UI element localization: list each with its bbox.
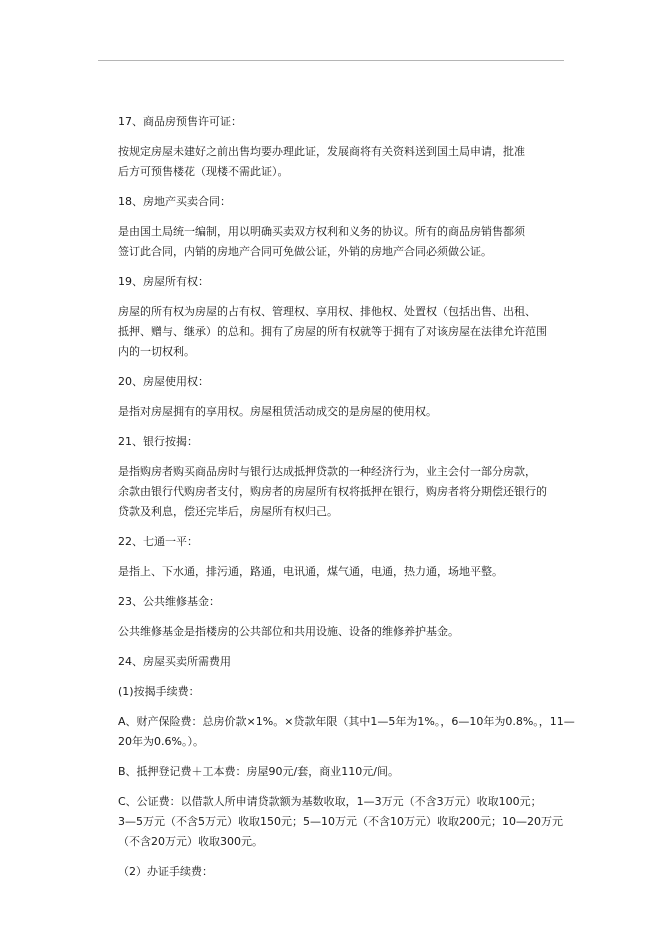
- section-18-text-line-1: 是由国土局统一编制，用以明确买卖双方权利和义务的协议。所有的商品房销售都须: [118, 225, 525, 238]
- section-20-heading: 20、房屋使用权：: [118, 375, 209, 388]
- section-21-text-line-3: 贷款及利息，偿还完毕后，房屋所有权归己。: [118, 505, 338, 518]
- section-19-text-line-1: 房屋的所有权为房屋的占有权、管理权、享用权、排他权、处置权（包括出售、出租、: [118, 305, 536, 318]
- section-17-text-line-2: 后方可预售楼花（现楼不需此证）。: [118, 165, 289, 178]
- section-18-text-line-2: 签订此合同，内销的房地产合同可免做公证，外销的房地产合同必须做公证。: [118, 245, 492, 258]
- notary-fee-line-3: （不含20万元）收取300元。: [118, 835, 263, 848]
- certificate-fee-heading: （2）办证手续费：: [118, 865, 213, 878]
- section-21-heading: 21、银行按揭：: [118, 435, 198, 448]
- notary-fee-line-2: 3—5万元（不含5万元）收取150元；5—10万元（不含10万元）收取200元；10—20万元: [118, 815, 563, 828]
- section-17-heading: 17、商品房预售许可证：: [118, 115, 242, 128]
- mortgage-fee-heading: (1)按揭手续费：: [118, 685, 200, 698]
- section-23-heading: 23、公共维修基金：: [118, 595, 220, 608]
- section-21-text-line-2: 余款由银行代购房者支付，购房者的房屋所有权将抵押在银行，购房者将分期偿还银行的: [118, 485, 547, 498]
- section-18-heading: 18、房地产买卖合同：: [118, 195, 231, 208]
- document-body: [118, 112, 575, 882]
- section-20-text-line-1: 是指对房屋拥有的享用权。房屋租赁活动成交的是房屋的使用权。: [118, 405, 437, 418]
- registration-fee-line-1: B、抵押登记费＋工本费：房屋90元/套，商业110元/间。: [118, 765, 399, 778]
- insurance-fee-line-2: 20年为0.6%。）。: [118, 735, 204, 748]
- section-23-text-line-1: 公共维修基金是指楼房的公共部位和共用设施、设备的维修养护基金。: [118, 625, 459, 638]
- section-22-heading: 22、七通一平：: [118, 535, 198, 548]
- section-17-text-line-1: 按规定房屋未建好之前出售均要办理此证，发展商将有关资料送到国土局申请，批准: [118, 145, 525, 158]
- section-24-heading: 24、房屋买卖所需费用: [118, 655, 231, 668]
- section-19-text-line-2: 抵押、赠与、继承）的总和。拥有了房屋的所有权就等于拥有了对该房屋在法律允许范围: [118, 325, 547, 338]
- header-rule: [98, 60, 564, 61]
- section-19-heading: 19、房屋所有权：: [118, 275, 209, 288]
- section-22-text-line-1: 是指上、下水通，排污通，路通，电讯通，煤气通，电通，热力通，场地平整。: [118, 565, 503, 578]
- section-19-text-line-3: 内的一切权利。: [118, 345, 195, 358]
- section-21-text-line-1: 是指购房者购买商品房时与银行达成抵押贷款的一种经济行为，业主会付一部分房款，: [118, 465, 536, 478]
- insurance-fee-line-1: A、财产保险费：总房价款×1%。×贷款年限（其中1—5年为1%。，6—10年为0.8%。，11—: [118, 715, 575, 728]
- notary-fee-line-1: C、公证费：以借款人所申请贷款额为基数收取，1—3万元（不含3万元）收取100元；: [118, 795, 542, 808]
